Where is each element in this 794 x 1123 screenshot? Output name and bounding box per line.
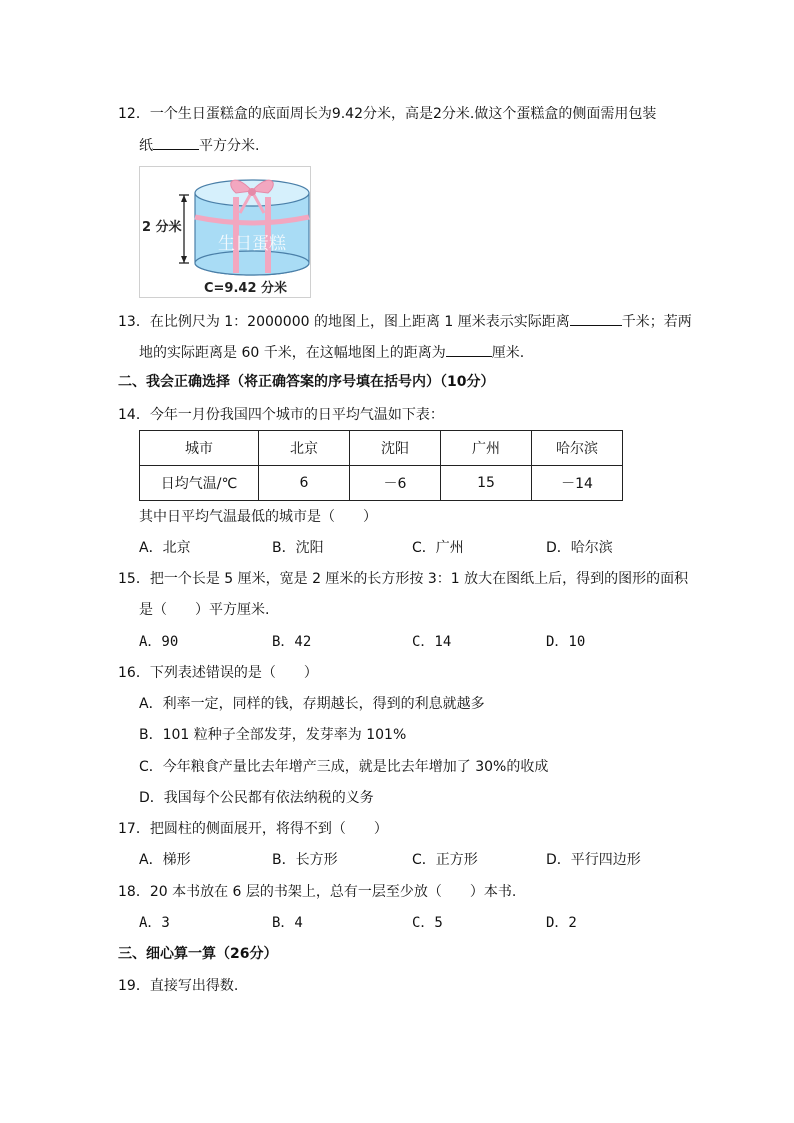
q13-line2-prefix: 地的实际距离是 60 千米，在这幅地图上的距离为: [139, 345, 446, 361]
q12-text-line1: 12．一个生日蛋糕盒的底面周长为9.42分米，高是2分米.做这个蛋糕盒的侧面需用包装: [118, 106, 657, 122]
q14-question: 其中日平均气温最低的城市是（ ）: [139, 509, 377, 525]
height-label: 2 分米: [142, 220, 182, 235]
table-cell: －6: [350, 466, 441, 501]
q15-option-b[interactable]: B．42: [272, 634, 312, 650]
table-cell: 15: [441, 466, 532, 501]
q15-text-line2: 是（ ）平方厘米.: [139, 602, 270, 618]
q17-option-d[interactable]: D．平行四边形: [546, 852, 641, 868]
q14-option-a[interactable]: A．北京: [139, 540, 191, 556]
q16-option-a[interactable]: A．利率一定，同样的钱，存期越长，得到的利息就越多: [139, 696, 485, 712]
table-header-cell: 哈尔滨: [532, 431, 623, 466]
q14-stem: 14．今年一月份我国四个城市的日平均气温如下表：: [118, 407, 444, 423]
cake-box-illustration: [140, 167, 310, 297]
q14-option-d[interactable]: D．哈尔滨: [546, 540, 613, 556]
q15-option-c[interactable]: C．14: [412, 634, 452, 650]
table-header-cell: 北京: [259, 431, 350, 466]
q18-stem: 18．20 本书放在 6 层的书架上，总有一层至少放（ ）本书.: [118, 884, 517, 900]
cake-box-bottom: [195, 251, 309, 275]
q16-option-c[interactable]: C．今年粮食产量比去年增产三成，就是比去年增加了 30%的收成: [139, 759, 549, 775]
q13-text-line1: [118, 311, 692, 332]
table-cell: 6: [259, 466, 350, 501]
table-row: [140, 466, 623, 501]
q15-text-line1: 15．把一个长是 5 厘米，宽是 2 厘米的长方形按 3：1 放大在图纸上后，得到的图形的面积: [118, 571, 689, 587]
q12-suffix: 平方分米.: [199, 138, 260, 154]
q17-stem: 17．把圆柱的侧面展开，将得不到（ ）: [118, 821, 388, 837]
section-2-title: 二、我会正确选择（将正确答案的序号填在括号内）（10分）: [118, 374, 495, 390]
table-header-row: [140, 431, 623, 466]
q17-option-a[interactable]: A．梯形: [139, 852, 191, 868]
height-arrow-down: [181, 256, 187, 263]
table-header-cell: 城市: [140, 431, 259, 466]
temperature-table: [139, 430, 623, 501]
q18-option-a[interactable]: A．3: [139, 915, 170, 931]
cake-box-text: 生日蛋糕: [218, 234, 286, 254]
cake-box-figure: [139, 166, 311, 298]
circumference-label: C=9.42 分米: [204, 281, 288, 296]
q13-map-distance-blank[interactable]: [446, 342, 492, 357]
table-cell: 日均气温/℃: [140, 466, 259, 501]
table-header-cell: 广州: [441, 431, 532, 466]
q12-text-line2: [139, 135, 259, 156]
q13-line1-suffix: 千米；若两: [621, 314, 692, 330]
q13-line2-suffix: 厘米.: [491, 345, 525, 361]
q14-option-b[interactable]: B．沈阳: [272, 540, 324, 556]
q13-distance-blank[interactable]: [570, 311, 622, 326]
q18-option-c[interactable]: C．5: [412, 915, 443, 931]
q15-option-d[interactable]: D．10: [546, 634, 586, 650]
section-3-title: 三、细心算一算（26分）: [118, 946, 278, 962]
height-arrow-up: [181, 195, 187, 202]
q12-answer-blank[interactable]: [153, 135, 199, 150]
q13-line1-prefix: 13．在比例尺为 1：2000000 的地图上，图上距离 1 厘米表示实际距离: [118, 314, 570, 330]
table-cell: －14: [532, 466, 623, 501]
q19-stem: 19．直接写出得数.: [118, 978, 239, 994]
q14-option-c[interactable]: C．广州: [412, 540, 464, 556]
table-header-cell: 沈阳: [350, 431, 441, 466]
q15-option-a[interactable]: A．90: [139, 634, 179, 650]
q16-stem: 16．下列表述错误的是（ ）: [118, 665, 318, 681]
q12-prefix: 纸: [139, 138, 153, 154]
q17-option-b[interactable]: B．长方形: [272, 852, 338, 868]
q16-option-b[interactable]: B．101 粒种子全部发芽，发芽率为 101%: [139, 727, 407, 743]
q13-text-line2: [139, 342, 524, 363]
q16-option-d[interactable]: D．我国每个公民都有依法纳税的义务: [139, 790, 374, 806]
q17-option-c[interactable]: C．正方形: [412, 852, 478, 868]
q18-option-d[interactable]: D．2: [546, 915, 577, 931]
q18-option-b[interactable]: B．4: [272, 915, 303, 931]
